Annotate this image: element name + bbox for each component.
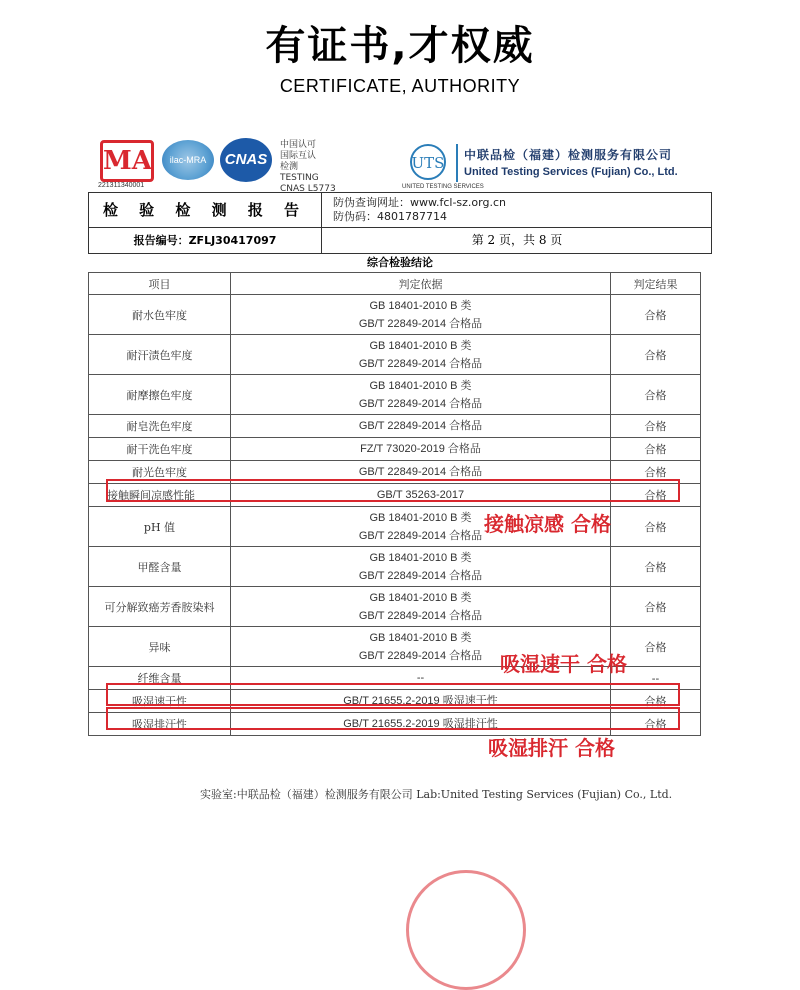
row-result: -- [611, 667, 701, 690]
basis-line: GB/T 22849-2014 合格品 [358, 649, 483, 662]
basis-line: GB/T 22849-2014 合格品 [358, 397, 483, 410]
highlight-cool [106, 479, 680, 502]
cnas-caption: 中国认可 国际互认 检测 TESTING CNAS L5773 [280, 140, 336, 194]
row-item: 耐光色牢度 [89, 461, 231, 484]
row-basis [231, 415, 611, 438]
row-item: pH 值 [89, 507, 231, 547]
highlight-sweat [106, 707, 680, 730]
annotation-cool: 接触凉感 合格 [484, 512, 611, 536]
verify-url: 防伪查询网址：www.fcl-sz.org.cn [333, 196, 506, 209]
basis-line: -- [416, 672, 425, 684]
row-result: 合格 [611, 375, 701, 415]
row-result: 合格 [611, 690, 701, 713]
edge-seal-fragment [712, 520, 726, 610]
row-basis [231, 295, 611, 335]
row-item: 耐干洗色牢度 [89, 438, 231, 461]
annotation-sweat: 吸湿排汗 合格 [488, 736, 615, 760]
svg-text:UTS: UTS [411, 154, 445, 172]
row-item: 耐水色牢度 [89, 295, 231, 335]
uts-subtitle: UNITED TESTING SERVICES [402, 184, 484, 190]
report-header [88, 192, 712, 228]
basis-line: GB 18401-2010 B 类 [369, 339, 472, 352]
row-item: 吸湿排汗性 [89, 713, 231, 736]
basis-line: GB/T 22849-2014 合格品 [358, 466, 483, 478]
basis-line: GB/T 22849-2014 合格品 [358, 609, 483, 622]
headline: 有证书,才权威 [265, 23, 535, 69]
row-item: 吸湿速干性 [89, 690, 231, 713]
uts-logo-icon [406, 142, 450, 182]
basis-line: GB/T 22849-2014 合格品 [358, 529, 483, 542]
basis-line: GB/T 22849-2014 合格品 [358, 420, 483, 432]
summary-title: 综合检验结论 [367, 256, 433, 269]
cnas-logo: CNAS [220, 138, 272, 182]
company-name-cn: 中联品检（福建）检测服务有限公司 [464, 148, 673, 162]
basis-line: GB/T 21655.2-2019 吸湿速干性 [343, 695, 498, 707]
basis-line: GB 18401-2010 B 类 [369, 591, 472, 604]
basis-line: GB 18401-2010 B 类 [369, 551, 472, 564]
table-row [89, 335, 701, 375]
row-result: 合格 [611, 507, 701, 547]
row-basis [231, 335, 611, 375]
row-item: 耐皂洗色牢度 [89, 415, 231, 438]
table-row [89, 587, 701, 627]
footer-lab: 实验室:中联品检（福建）检测服务有限公司 Lab:United Testing Services (Fujian) Co., Ltd. [200, 788, 673, 801]
row-basis [231, 547, 611, 587]
page-info: 第 2 页，共 8 页 [471, 233, 563, 247]
basis-line: GB 18401-2010 B 类 [369, 511, 472, 524]
basis-line: GB/T 35263-2017 [376, 489, 465, 501]
row-basis [231, 587, 611, 627]
row-result: 合格 [611, 484, 701, 507]
row-item: 甲醛含量 [89, 547, 231, 587]
row-item: 耐汗渍色牢度 [89, 335, 231, 375]
row-result: 合格 [611, 415, 701, 438]
basis-line: FZ/T 73020-2019 合格品 [360, 443, 481, 455]
ilac-mra-logo: ilac-MRA [162, 140, 214, 180]
basis-line: GB/T 22849-2014 合格品 [358, 357, 483, 370]
basis-line: GB/T 22849-2014 合格品 [358, 569, 483, 582]
row-result: 合格 [611, 438, 701, 461]
table-row [89, 547, 701, 587]
cma-number: 221311340001 [98, 182, 145, 189]
table-row [89, 415, 701, 438]
verify-code: 防伪码：4801787714 [333, 210, 447, 223]
row-basis [231, 438, 611, 461]
logo-divider [456, 144, 458, 182]
logo-bar [88, 132, 712, 192]
subheadline: CERTIFICATE, AUTHORITY [279, 76, 521, 96]
row-result: 合格 [611, 461, 701, 484]
col-header-basis: 判定依据 [231, 273, 611, 295]
row-result: 合格 [611, 547, 701, 587]
row-item: 耐摩擦色牢度 [89, 375, 231, 415]
table-header-row [89, 273, 701, 295]
report-meta [88, 228, 712, 254]
row-item: 接触瞬间凉感性能 [89, 484, 231, 507]
row-item: 纤维含量 [89, 667, 231, 690]
annotation-quick-dry: 吸湿速干 合格 [500, 652, 627, 676]
table-row [89, 295, 701, 335]
basis-line: GB/T 21655.2-2019 吸湿排汗性 [343, 718, 498, 730]
highlight-quick-dry [106, 683, 680, 706]
cma-logo: MA [100, 140, 154, 182]
table-row [89, 375, 701, 415]
basis-line: GB 18401-2010 B 类 [369, 631, 472, 644]
row-result: 合格 [611, 587, 701, 627]
verify-info [333, 196, 506, 224]
report-title: 检 验 检 测 报 告 [89, 193, 322, 227]
row-item: 可分解致癌芳香胺染料 [89, 587, 231, 627]
row-result: 合格 [611, 295, 701, 335]
row-basis [231, 375, 611, 415]
company-seal [406, 870, 526, 990]
row-item: 异味 [89, 627, 231, 667]
report-number: 报告编号：ZFLJ30417097 [89, 228, 322, 253]
basis-line: GB/T 22849-2014 合格品 [358, 317, 483, 330]
row-result: 合格 [611, 335, 701, 375]
col-header-item: 项目 [89, 273, 231, 295]
row-result: 合格 [611, 713, 701, 736]
basis-line: GB 18401-2010 B 类 [369, 299, 472, 312]
row-result: 合格 [611, 627, 701, 667]
basis-line: GB 18401-2010 B 类 [369, 379, 472, 392]
company-name-en: United Testing Services (Fujian) Co., Ltd. [464, 166, 678, 178]
table-row [89, 438, 701, 461]
col-header-result: 判定结果 [611, 273, 701, 295]
